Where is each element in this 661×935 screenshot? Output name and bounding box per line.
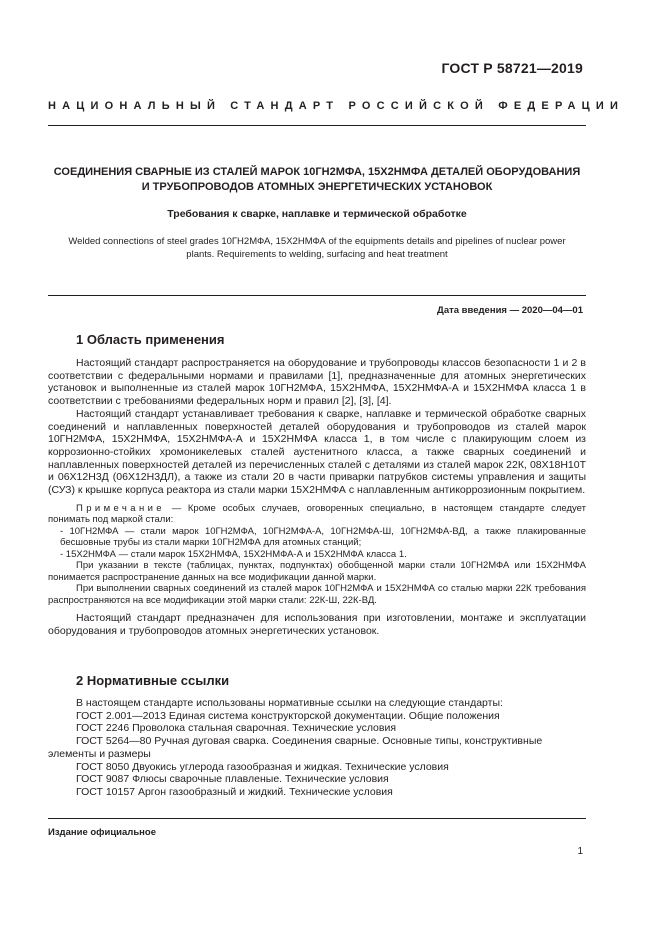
- reference-item: ГОСТ 9087 Флюсы сварочные плавленые. Технические условия: [76, 773, 389, 786]
- section-heading: 1 Область применения: [76, 332, 225, 347]
- national-standard-banner: НАЦИОНАЛЬНЫЙ СТАНДАРТ РОССИЙСКОЙ ФЕДЕРАЦИИ: [48, 100, 625, 112]
- reference-item: ГОСТ 5264—80 Ручная дуговая сварка. Соединения сварные. Основные типы, конструктивные элементы и размеры: [48, 735, 543, 760]
- page-number: 1: [577, 846, 583, 857]
- middle-divider: [48, 295, 586, 296]
- paragraph: В настоящем стандарте использованы нормативные ссылки на следующие стандарты:: [76, 697, 503, 709]
- paragraph: Настоящий стандарт предназначен для использования при изготовлении, монтаже и эксплуатации оборудования и трубопроводов атомных энергетических установок.: [48, 612, 586, 637]
- section-normative-references: [48, 673, 586, 799]
- note-block: [48, 503, 586, 607]
- document-code: ГОСТ Р 58721—2019: [441, 60, 583, 76]
- reference-item: ГОСТ 2.001—2013 Единая система конструкторской документации. Общие положения: [76, 709, 500, 722]
- title-line-1: СОЕДИНЕНИЯ СВАРНЫЕ ИЗ СТАЛЕЙ МАРОК 10ГН2МФА, 15Х2НМФА ДЕТАЛЕЙ ОБОРУДОВАНИЯ: [53, 166, 581, 178]
- paragraph: Настоящий стандарт распространяется на оборудование и трубопроводы классов безопасности 1 и 2 в соответствии с федеральными нормами и правилами [1], предназначенные для атомных энергетических установок и выполненные из сталей марок 10ГН2МФА, 15Х2НМФА, 15Х2НМФА-А и 15Х2НМФА класса 1 в соответствии с требованиями федеральных норм и правил [2], [3], [4].: [48, 357, 586, 408]
- document-title-ru: [48, 165, 586, 195]
- note-text: — Кроме особых случаев, оговоренных специально, в настоящем стандарте следует понимать под маркой стали:: [48, 502, 586, 526]
- note-paragraph: При выполнении сварных соединений из сталей марок 10ГН2МФА и 15Х2НМФА со сталью марки 22К требования распространяются на все модификации этой марки стали: 22К-Ш, 22К-ВД.: [48, 583, 586, 606]
- top-divider: [48, 125, 586, 126]
- reference-item: ГОСТ 10157 Аргон газообразный и жидкий. Технические условия: [76, 785, 393, 798]
- note-list-item: - 10ГН2МФА — стали марок 10ГН2МФА, 10ГН2МФА-А, 10ГН2МФА-Ш, 10ГН2МФА-ВД, а также плакированные бесшовные трубы из стали марки 10ГН2МФА для атомных станций;: [60, 525, 586, 549]
- note-label: Примечание: [76, 502, 165, 514]
- note-list-item: - 15Х2НМФА — стали марок 15Х2НМФА, 15Х2НМФА-А и 15Х2НМФА класса 1.: [60, 548, 407, 560]
- edition-label: Издание официальное: [48, 827, 156, 838]
- reference-item: ГОСТ 2246 Проволока стальная сварочная. Технические условия: [76, 722, 397, 735]
- note-intro: [48, 503, 586, 526]
- footer-divider: [48, 818, 586, 819]
- note-paragraph: При указании в тексте (таблицах, пунктах, подпунктах) обобщенной марки стали 10ГН2МФА или 15Х2НМФА понимается распространение данных на все модификации данной марки.: [48, 560, 586, 583]
- introduction-date: Дата введения — 2020—04—01: [437, 305, 583, 316]
- reference-list: [48, 710, 586, 799]
- document-title-en: Welded connections of steel grades 10ГН2МФА, 15Х2НМФА of the equipments details and pipelines of nuclear power plants. Requirements to welding, surfacing and heat treatment: [68, 236, 566, 260]
- document-subtitle-ru: Требования к сварке, наплавке и термической обработке: [167, 208, 467, 220]
- section-heading: 2 Нормативные ссылки: [76, 673, 230, 688]
- paragraph: Настоящий стандарт устанавливает требования к сварке, наплавке и термической обработке сварных соединений и наплавленных поверхностей деталей оборудования и трубопроводов из сталей марок 10ГН2МФА, 15Х2НМФА, 15Х2НМФА-А и 15Х2НМФА класса 1, в том числе с плакирующим слоем из коррозионно-стойких хромоникелевых сталей аустенитного класса, а также сварных соединений и наплавленных поверхностей деталей из перечисленных сталей с деталями из сталей марок 22К, 08Х18Н10Т и 06Х12Н3Д (06Х12Н3ДЛ), а также из стали 20 в части приварки патрубков системы управления и защиты (СУЗ) к крышке корпуса реактора из стали марки 15Х2НМФА с наплавленным антикоррозионным покрытием.: [48, 407, 586, 497]
- title-line-2: И ТРУБОПРОВОДОВ АТОМНЫХ ЭНЕРГЕТИЧЕСКИХ УСТАНОВОК: [141, 181, 493, 193]
- section-scope: [48, 332, 586, 638]
- reference-item: ГОСТ 8050 Двуокись углерода газообразная и жидкая. Технические условия: [76, 760, 449, 773]
